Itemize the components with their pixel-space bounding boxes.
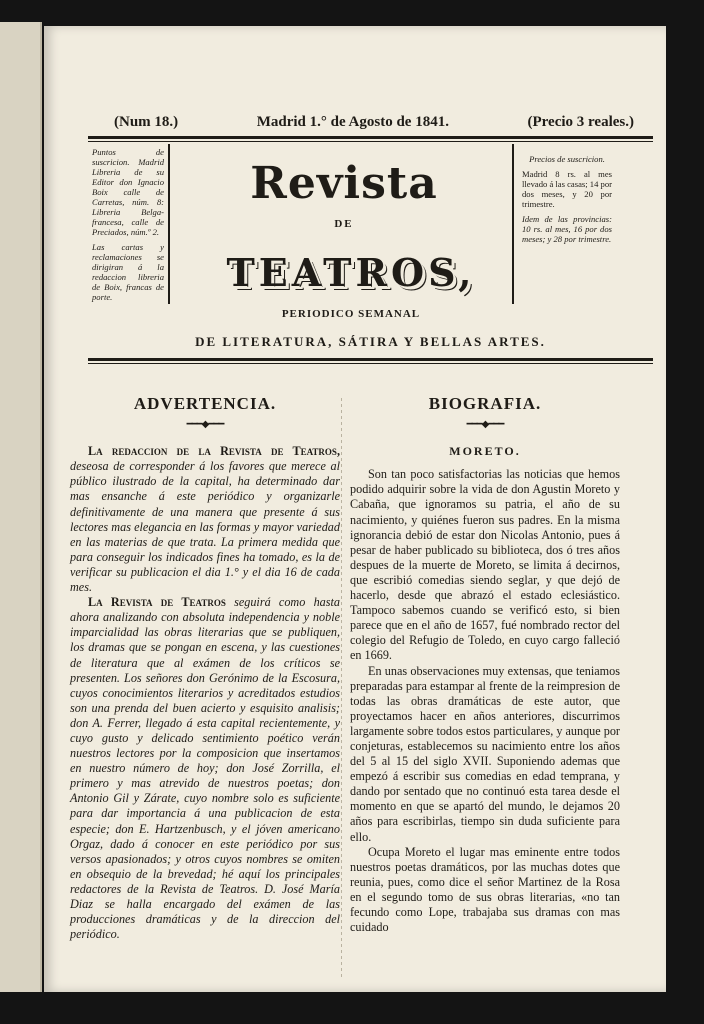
biografia-column bbox=[350, 396, 620, 935]
masthead-bottom-rule-thin bbox=[88, 363, 653, 364]
masthead-big-title: TEATROS, bbox=[226, 250, 476, 295]
dateline: Madrid 1.° de Agosto de 1841. bbox=[256, 114, 449, 130]
masthead-subtitle: PERIODICO SEMANAL bbox=[281, 308, 421, 320]
madrid-prices: Madrid 8 rs. al mes llevado á las casas; 14 por dos meses, y 20 por trimestre. bbox=[522, 169, 612, 209]
biografia-heading: BIOGRAFIA. bbox=[428, 394, 542, 413]
biografia-paragraph-1: Son tan poco satisfactorias las noticias que hemos podido adquirir sobre la vida de don Agustin Moreto y Cabaña, que ignoramos su patria, el año de su nacimiento, y quiénes fueron sus padres. En la misma ignorancia debió de estar don Nicolas Antonio, pues á pesar de haber publicado su biblioteca, dos ó tres años despues de la muerte de Moreto, se limita á decirnos, que escribió comedias siendo seglar, y que dejó de hacerlo, desde que abrazó el estado eclesiástico. Tampoco sabemos cuando se verificó esto, si bien parece que en el año de 1657, fué nombrado rector del colegio del Refugio de Toledo, en cuyo cargo falleció en 1669. bbox=[350, 467, 620, 663]
top-rule bbox=[88, 136, 653, 139]
biografia-paragraph-3: Ocupa Moreto el lugar mas eminente entre todos nuestros poetas dramáticos, por las muchas dotes que reunia, pues, como dice el señor Martinez de la Rosa en el segundo tomo de sus obras literarias, «no tan fecundo como Lope, trabajaba sus dramas con mas cuidado bbox=[350, 844, 620, 935]
advertencia-p1-lead: La redaccion de la Revista de Teatros, bbox=[88, 444, 340, 459]
advertencia-column bbox=[70, 396, 340, 942]
column-divider bbox=[341, 398, 342, 978]
advertencia-ornament: ━━━◆━━━ bbox=[186, 419, 224, 431]
advertencia-p1-text: deseosa de corresponder á los favores que merece al público ilustrado de la capital, ha determinado dar mas ensanche á este periódico y organizarle definitivamente de una manera que presente á sus lectores mas elegancia en las formas y mayor variedad en las materias de que trata. La primera medida que para conseguir los indicados fines ha tomado, es la de verificar su publicacion el dia 1.° y el dia 16 de cada mes. bbox=[70, 459, 340, 595]
issue-number: (Num 18.) bbox=[114, 114, 179, 130]
province-prices: Idem de las provincias: 10 rs. al mes, 16 por dos meses; y 28 por trimestre. bbox=[522, 214, 612, 244]
masthead-bottom-rule bbox=[88, 358, 653, 361]
masthead-title: Revista bbox=[250, 158, 438, 209]
advertencia-paragraph-2 bbox=[70, 595, 340, 942]
masthead-de: DE bbox=[334, 218, 354, 230]
subscription-points-box bbox=[92, 147, 164, 307]
advertencia-p2-lead: La Revista de Teatros bbox=[88, 595, 226, 610]
biografia-subhead: MORETO. bbox=[449, 444, 521, 459]
advertencia-paragraph-1 bbox=[70, 444, 340, 595]
top-rule-thin bbox=[88, 141, 653, 142]
prices-heading: Precios de suscricion. bbox=[529, 154, 605, 164]
masthead-subtitle2: DE LITERATURA, SÁTIRA Y BELLAS ARTES. bbox=[195, 334, 546, 349]
price: (Precio 3 reales.) bbox=[527, 114, 634, 130]
previous-page-edge bbox=[0, 22, 42, 992]
advertencia-p2-text: seguirá como hasta ahora analizando con absoluta independencia y noble imparcialidad las obras literarias que se publiquen, los dramas que se pongan en escena, y las cuestiones de literatura que al exámen de los críticos se presenten. Los señores don Gerónimo de la Escosura, cuyos conocimientos literarios y acreditados estudios son una prenda del buen acierto y esquisito analisis; don A. Ferrer, llegado á esta capital recientemente, y cuyo gusto y delicado sentimiento poético verán nuestros lectores por la composicion que insertamos en nuestro número de hoy; don José Zorrilla, el primero y mas atrevido de nuestros poetas; don Antonio Gil y Zárate, cuyo nombre solo es suficiente para dar importancia á una publicacion de esta especie; don E. Hartzenbusch, y el jóven americano Orgaz, dado á conocer en este periódico por sus versos apasionados; y otros cuyos nombres se omiten en obsequio de la brevedad; hé aquí los principales redactores de la Revista de Teatros. D. José María Diaz se halla encargado del exámen de las producciones dramáticas y de la direccion del periódico. bbox=[70, 595, 340, 942]
header-line bbox=[114, 114, 634, 131]
subscription-points-text: Puntos de suscricion. Madrid Libreria de su Editor don Ignacio Boix calle de Carretas, núm. 8: Libreria Belga-francesa, calle de Preciados, núm.º 2. bbox=[92, 147, 164, 237]
newspaper-page bbox=[44, 26, 666, 992]
letters-note-text: Las cartas y reclamaciones se dirigiran á la redaccion libreria de Boix, francas de porte. bbox=[92, 242, 164, 302]
subscription-prices-box bbox=[522, 154, 612, 249]
biografia-paragraph-2: En unas observaciones muy extensas, que teniamos preparadas para estampar al frente de la reimpresion de todas las obras dramáticas de este autor, que proyectamos hacer en años anteriores, discurrimos largamente sobre todos estos particulares, y aunque por conjeturas, establecemos su nacimiento entre los años del 5 al 15 del siglo XVII. Suponiendo ademas que empezó á escribir sus comedias en edad temprana, y dando por sentado que no continuó esta tarea desde el momento en que se apartó del mundo, le dejamos 20 años para escribirlas, tiempo sin duda suficiente para ello. bbox=[350, 663, 620, 844]
biografia-ornament: ━━━◆━━━ bbox=[466, 419, 504, 431]
advertencia-heading: ADVERTENCIA. bbox=[133, 394, 277, 413]
